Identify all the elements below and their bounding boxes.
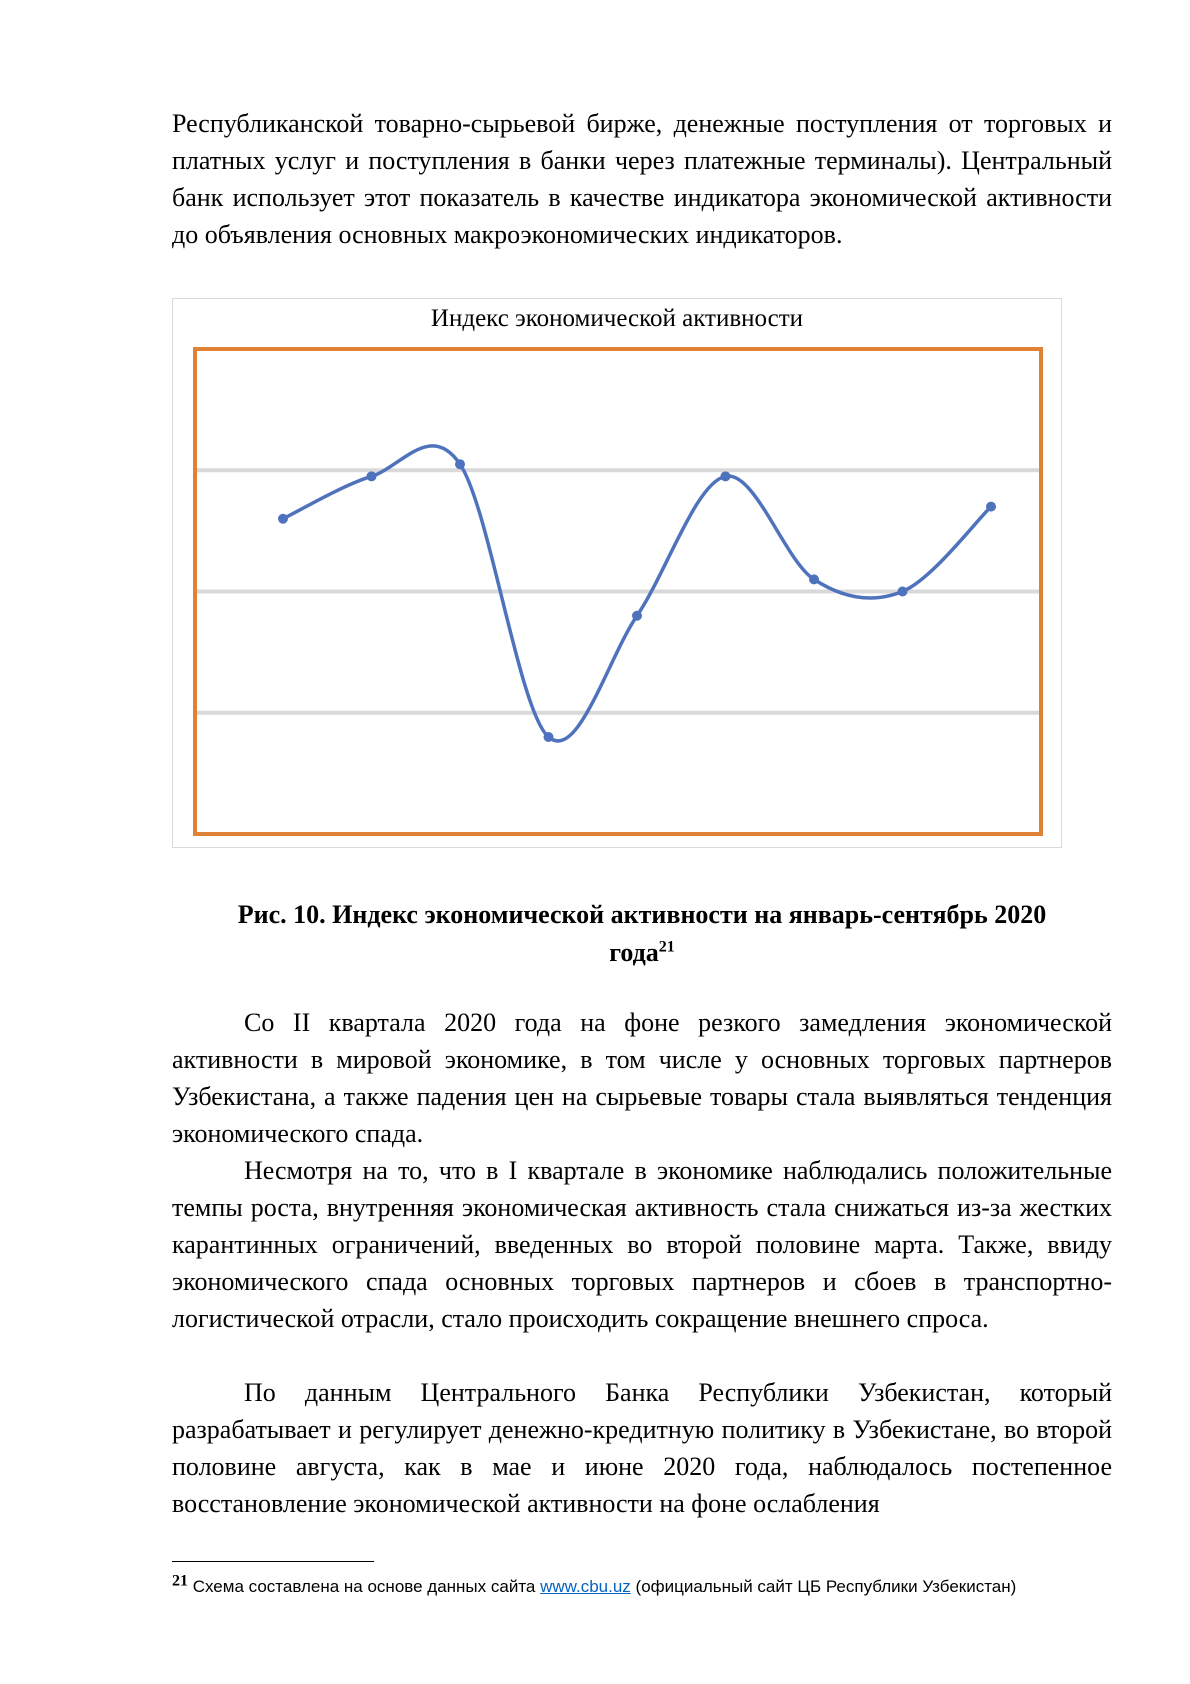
footnote-number: 21	[172, 1572, 188, 1590]
chart-container	[172, 298, 1062, 848]
data-point-7	[809, 574, 819, 584]
data-point-1	[278, 514, 288, 524]
footnote-text-after: (официальный сайт ЦБ Республики Узбекистан)	[630, 1577, 1017, 1596]
footnote-separator	[172, 1561, 374, 1562]
paragraph-intro: Республиканской товарно-сырьевой бирже, денежные поступления от торговых и платных услуг и поступления в банки через платежные терминалы). Центральный банк использует этот показатель в качестве индикатора экономической активности до объявления основных макроэкономических индикаторов.	[172, 109, 1112, 249]
figure-caption	[172, 896, 1112, 972]
line-chart	[173, 299, 1061, 847]
paragraph-first-quarter: Несмотря на то, что в I квартале в экономике наблюдались положительные темпы роста, внутренняя экономическая активность стала снижаться из-за жестких карантинных ограничений, введенных во второй половине марта. Также, ввиду экономического спада основных торговых партнеров и сбоев в транспортно-логистической отрасли, стало происходить сокращение внешнего спроса.	[172, 1156, 1112, 1333]
paragraph-central-bank: По данным Центрального Банка Республики Узбекистан, который разрабатывает и регулирует денежно-кредитную политику в Узбекистане, во второй половине августа, как в мае и июне 2020 года, наблюдалось постепенное восстановление экономической активности на фоне ослабления	[172, 1378, 1112, 1518]
data-point-2	[367, 471, 377, 481]
data-point-4	[544, 732, 554, 742]
footnote-text-before: Схема составлена на основе данных сайта	[188, 1577, 541, 1596]
caption-line-1: Рис. 10. Индекс экономической активности на январь-сентябрь 2020	[237, 900, 1047, 929]
footnote-link[interactable]: www.cbu.uz	[540, 1577, 631, 1596]
paragraph-slowdown: Со II квартала 2020 года на фоне резкого замедления экономической активности в мировой экономике, в том числе у основных торговых партнеров Узбекистана, а также падения цен на сырьевые товары стала выявляться тенденция экономического спада.	[172, 1008, 1112, 1148]
data-point-6	[721, 471, 731, 481]
data-point-5	[632, 611, 642, 621]
data-point-8	[898, 587, 908, 597]
data-point-9	[986, 502, 996, 512]
chart-title: Индекс экономической активности	[430, 305, 804, 332]
caption-line-2: года	[609, 938, 659, 967]
data-point-3	[455, 459, 465, 469]
caption-footnote-ref[interactable]: 21	[658, 938, 675, 956]
footnote	[172, 1572, 1132, 1598]
